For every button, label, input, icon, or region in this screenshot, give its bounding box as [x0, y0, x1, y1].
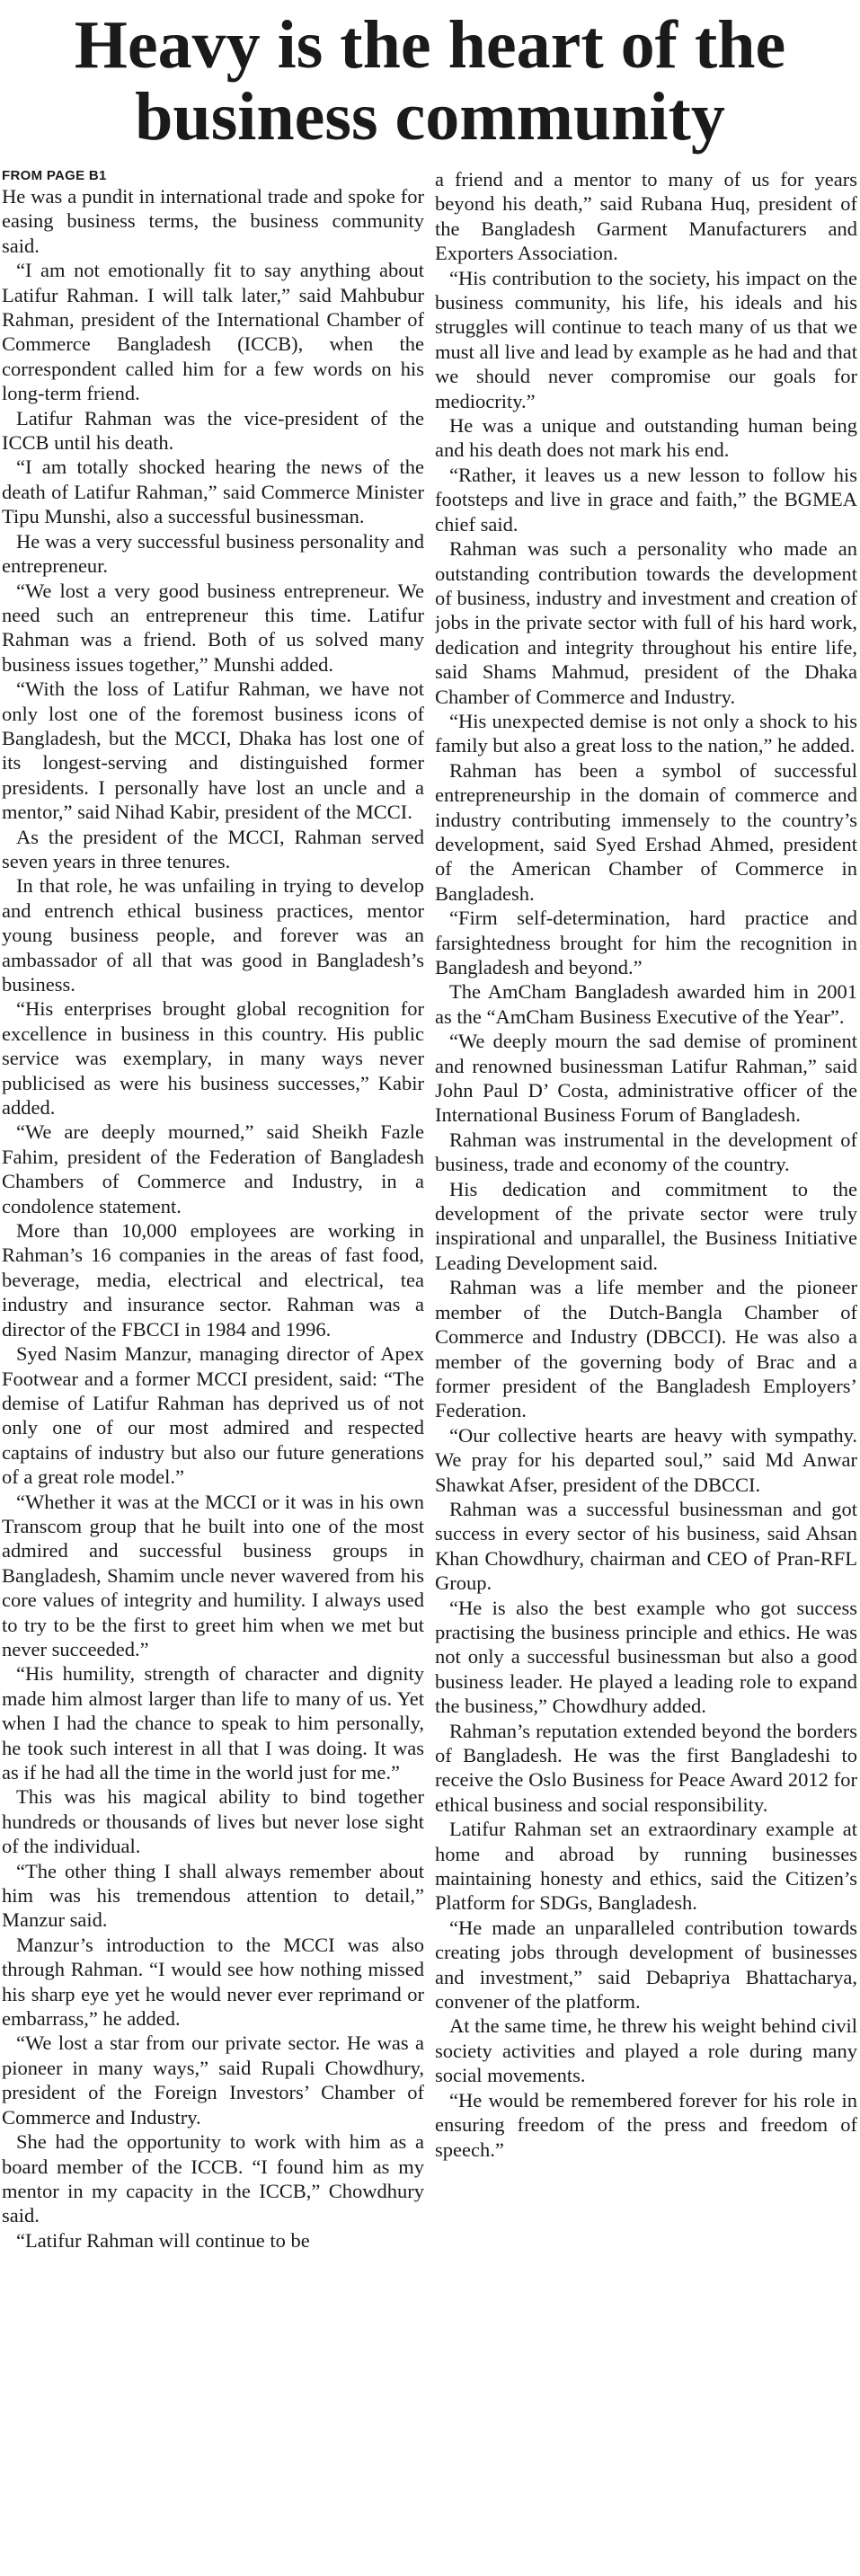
paragraph: “His unexpected demise is not only a shock to his family but also a great loss to the nation,” he added. — [435, 709, 857, 757]
paragraph: “We lost a star from our private sector. He was a pioneer in many ways,” said Rupali Chowdhury, president of the Foreign Investors’ Chamber of Commerce and Industry. — [2, 2032, 424, 2129]
paragraph: She had the opportunity to work with him as a board member of the ICCB. “I found him as my mentor in my capacity in the ICCB,” Chowdhury said. — [2, 2130, 424, 2227]
paragraph: “With the loss of Latifur Rahman, we have not only lost one of the foremost business icons of Bangladesh, but the MCCI, Dhaka has lost one of its longest-serving and distinguished former presidents. I personally have lost an uncle and a mentor,” said Nihad Kabir, president of the MCCI. — [2, 677, 424, 824]
paragraph: At the same time, he threw his weight behind civil society activities and played a role during many social movements. — [435, 2014, 857, 2087]
paragraph: Rahman was such a personality who made an outstanding contribution towards the development of business, industry and investment and creation of jobs in the private sector with full of his hard work, dedication and integrity throughout his entire life, said Shams Mahmud, president of the Dhaka Chamber of Commerce and Industry. — [435, 537, 857, 708]
paragraph: The AmCham Bangladesh awarded him in 2001 as the “AmCham Business Executive of the Year”. — [435, 980, 857, 1028]
paragraph: He was a very successful business personality and entrepreneur. — [2, 529, 424, 578]
paragraph: “Rather, it leaves us a new lesson to follow his footsteps and live in grace and faith,” the BGMEA chief said. — [435, 463, 857, 536]
paragraph: Latifur Rahman set an extraordinary example at home and abroad by running businesses maintaining honesty and ethics, said the Citizen’s Platform for SDGs, Bangladesh. — [435, 1818, 857, 1915]
paragraph: “His contribution to the society, his impact on the business community, his life, his ideals and his struggles will continue to teach many of us that we must all live and lead by example as he had and that we should never compromise our goals for mediocrity.” — [435, 266, 857, 412]
paragraph: In that role, he was unfailing in trying to develop and entrench ethical business practices, mentor young business people, and forever was an ambassador of all that was good in Bangladesh’s business. — [2, 874, 424, 996]
paragraph: This was his magical ability to bind together hundreds or thousands of lives but never lose sight of the individual. — [2, 1785, 424, 1858]
paragraph: His dedication and commitment to the development of the private sector were truly inspirational and unparallel, the Business Initiative Leading Development said. — [435, 1177, 857, 1274]
paragraph: “I am totally shocked hearing the news of the death of Latifur Rahman,” said Commerce Minister Tipu Munshi, also a successful businessman. — [2, 456, 424, 528]
paragraph: More than 10,000 employees are working in Rahman’s 16 companies in the areas of fast food, beverage, media, electrical and electrical, tea industry and insurance sector. Rahman was a director of the FBCCI in 1984 and 1996. — [2, 1219, 424, 1341]
paragraph: “He would be remembered forever for his role in ensuring freedom of the press and freedom of speech.” — [435, 2088, 857, 2161]
headline: Heavy is the heart of the business community — [74, 7, 786, 155]
dateline: FROM PAGE B1 — [2, 168, 107, 183]
paragraph: “Latifur Rahman will continue to be — [16, 2228, 310, 2252]
paragraph: “His humility, strength of character and dignity made him almost larger than life to many of us. Yet when I had the chance to speak to him personally, he took such interest in all that I was doing. It was as if he had all the time in the world just for me.” — [2, 1662, 424, 1784]
paragraph: Rahman’s reputation extended beyond the borders of Bangladesh. He was the first Bangladeshi to receive the Oslo Business for Peace Award 2012 for ethical business and social responsibility. — [435, 1719, 857, 1816]
paragraph: “Our collective hearts are heavy with sympathy. We pray for his departed soul,” said Md Anwar Shawkat Afser, president of the DBCCI. — [435, 1423, 857, 1496]
paragraph-continuation: a friend and a mentor to many of us for years beyond his death,” said Rubana Huq, president of the Bangladesh Garment Manufacturers and Exporters Association. — [435, 168, 857, 265]
left-column — [2, 167, 424, 2571]
paragraph: Rahman has been a symbol of successful entrepreneurship in the domain of commerce and industry contributing immensely to the country’s development, said Syed Ershad Ahmed, president of the American Chamber of Commerce in Bangladesh. — [435, 758, 857, 905]
paragraph: He was a pundit in international trade and spoke for easing business terms, the business community said. — [2, 185, 424, 257]
paragraph: “The other thing I shall always remember about him was his tremendous attention to detail,” Manzur said. — [2, 1859, 424, 1932]
paragraph: As the president of the MCCI, Rahman served seven years in three tenures. — [2, 825, 424, 872]
paragraph: Rahman was a life member and the pioneer member of the Dutch-Bangla Chamber of Commerce and Industry (DBCCI). He was also a member of the governing body of Brac and a former president of the Bangladesh Employers’ Federation. — [435, 1276, 857, 1422]
paragraph: “He is also the best example who got success practising the business principle and ethics. He was not only a successful businessman but also a good business leader. He played a leading role to expand the business,” Chowdhury added. — [435, 1596, 857, 1718]
paragraph: Manzur’s introduction to the MCCI was also through Rahman. “I would see how nothing missed his sharp eye yet he would never ever reprimand or embarrass,” he added. — [2, 1933, 424, 2031]
paragraph: Latifur Rahman was the vice-president of the ICCB until his death. — [2, 406, 424, 455]
paragraph: Rahman was a successful businessman and got success in every sector of his business, said Ahsan Khan Chowdhury, chairman and CEO of Pran-RFL Group. — [435, 1497, 857, 1595]
paragraph: Rahman was instrumental in the development of business, trade and economy of the country. — [435, 1128, 857, 1176]
article-body — [0, 167, 860, 2571]
paragraph: Syed Nasim Manzur, managing director of Apex Footwear and a former MCCI president, said: “The demise of Latifur Rahman has deprived us of not only one of our most admired and respected captains of industry but also our future generations of a great role model.” — [2, 1342, 424, 1489]
paragraph: “Firm self-determination, hard practice and farsightedness brought for him the recognition in Bangladesh and beyond.” — [435, 907, 857, 978]
paragraph: “His enterprises brought global recognition for excellence in business in this country. His public service was exemplary, in many ways never publicised as were his business successes,” Kabir added. — [2, 997, 424, 1120]
paragraph: “I am not emotionally fit to say anything about Latifur Rahman. I will talk later,” said Mahbubur Rahman, president of the International Chamber of Commerce Bangladesh (ICCB), when the correspondent called him for a few words on his long-term friend. — [2, 259, 424, 405]
right-column — [435, 167, 857, 2571]
paragraph: “We deeply mourn the sad demise of prominent and renowned businessman Latifur Rahman,” said John Paul D’ Costa, administrative officer of the International Business Forum of Bangladesh. — [435, 1030, 857, 1127]
paragraph: “Whether it was at the MCCI or it was in his own Transcom group that he built into one of the most admired and successful business groups in Bangladesh, Shamim uncle never wavered from his core values of integrity and humility. I always used to try to be the first to greet him when we met but never succeeded.” — [2, 1490, 424, 1660]
paragraph: “He made an unparalleled contribution towards creating jobs through development of businesses and investment,” said Debapriya Bhattacharya, convener of the platform. — [435, 1916, 857, 2014]
paragraph: “We are deeply mourned,” said Sheikh Fazle Fahim, president of the Federation of Bangladesh Chambers of Commerce and Industry, in a condolence statement. — [2, 1120, 424, 1217]
paragraph: He was a unique and outstanding human being and his death does not mark his end. — [435, 414, 857, 462]
paragraph: “We lost a very good business entrepreneur. We need such an entrepreneur this time. Latifur Rahman was a friend. Both of us solved many business issues together,” Munshi added. — [2, 579, 424, 676]
